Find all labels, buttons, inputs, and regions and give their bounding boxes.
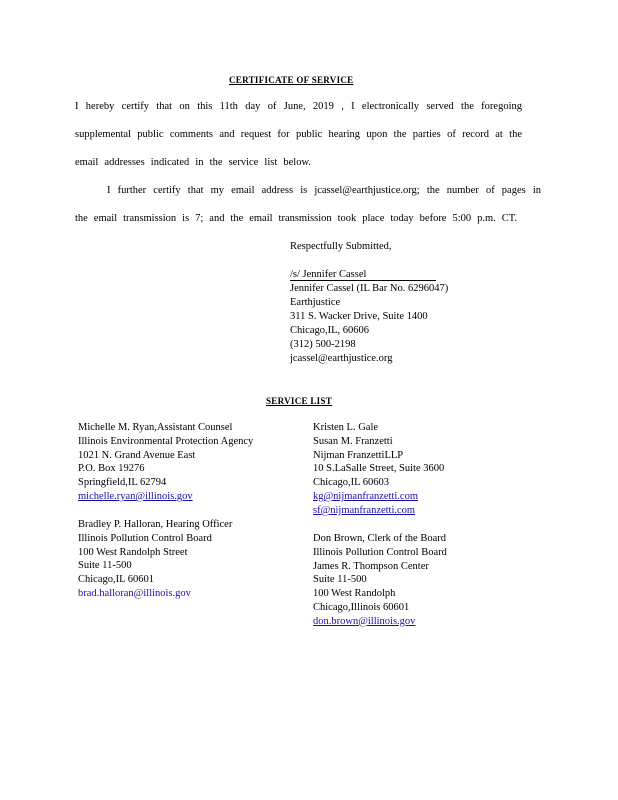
signer-line: (312) 500-2198: [290, 339, 356, 350]
closing-text: Respectfully Submitted,: [290, 241, 392, 252]
recipient-line: Nijman FranzettiLLP: [313, 449, 404, 461]
recipient-line: Bradley P. Halloran, Hearing Officer: [78, 519, 233, 530]
recipient-line: Chicago,Illinois 60601: [313, 601, 410, 613]
signer-line: Chicago,IL, 60606: [290, 325, 370, 336]
recipient-line: Illinois Pollution Control Board: [78, 532, 212, 544]
signer-block: [290, 282, 448, 366]
recipient-line: Susan M. Franzetti: [313, 435, 393, 447]
recipient-line: 10 S.LaSalle Street, Suite 3600: [313, 463, 445, 475]
recipient-line: James R. Thompson Center: [313, 560, 429, 572]
recipient-line: Illinois Pollution Control Board: [313, 546, 447, 558]
paragraph-line: the email transmission is 7; and the email transmission took place today before 5:00 p.m. CT.: [75, 213, 517, 224]
paragraph-line: supplemental public comments and request for public hearing upon the parties of record at the: [75, 129, 522, 140]
email-link[interactable]: brad.halloran@illinois.gov: [78, 587, 191, 599]
recipient-line: Chicago,IL 60603: [313, 477, 390, 489]
paragraph-line: I hereby certify that on this 11th day of June, 2019 , I electronically served the foregoing: [75, 101, 522, 112]
recipient-line: Suite 11-500: [78, 560, 132, 572]
service-column-left: [78, 421, 253, 504]
recipient-line: Illinois Environmental Protection Agency: [78, 435, 254, 447]
certificate-title: CERTIFICATE OF SERVICE: [229, 75, 354, 85]
email-link[interactable]: don.brown@illinois.gov: [313, 615, 416, 627]
paragraph-line: email addresses indicated in the service list below.: [75, 157, 311, 168]
recipient-line: Don Brown, Clerk of the Board: [313, 533, 446, 544]
service-column-left-2: [78, 518, 232, 601]
signer-email: jcassel@earthjustice.org: [290, 353, 393, 364]
paragraph-line: I further certify that my email address is jcassel@earthjustice.org; the number of pages in: [107, 185, 541, 196]
service-column-right: [313, 421, 444, 518]
recipient-line: 1021 N. Grand Avenue East: [78, 449, 196, 461]
email-link[interactable]: sf@nijmanfranzetti.com: [313, 504, 416, 516]
recipient-line: Chicago,IL 60601: [78, 574, 155, 586]
recipient-line: 100 West Randolph Street: [78, 546, 188, 558]
service-column-right-2: [313, 532, 447, 629]
service-list-title: SERVICE LIST: [266, 396, 333, 406]
email-link[interactable]: kg@nijmanfranzetti.com: [313, 490, 419, 502]
signature: /s/ Jennifer Cassel: [290, 269, 367, 280]
recipient-line: P.O. Box 19276: [78, 463, 145, 475]
email-link[interactable]: michelle.ryan@illinois.gov: [78, 490, 193, 502]
recipient-line: 100 West Randolph: [313, 588, 396, 600]
signer-line: Jennifer Cassel (IL Bar No. 6296047): [290, 283, 449, 294]
recipient-line: Kristen L. Gale: [313, 422, 379, 433]
recipient-line: Springfield,IL 62794: [78, 477, 167, 489]
signer-line: Earthjustice: [290, 297, 341, 308]
signer-line: 311 S. Wacker Drive, Suite 1400: [290, 311, 428, 322]
recipient-line: Michelle M. Ryan,Assistant Counsel: [78, 422, 233, 433]
recipient-line: Suite 11-500: [313, 574, 367, 586]
signature-line: [290, 269, 436, 281]
